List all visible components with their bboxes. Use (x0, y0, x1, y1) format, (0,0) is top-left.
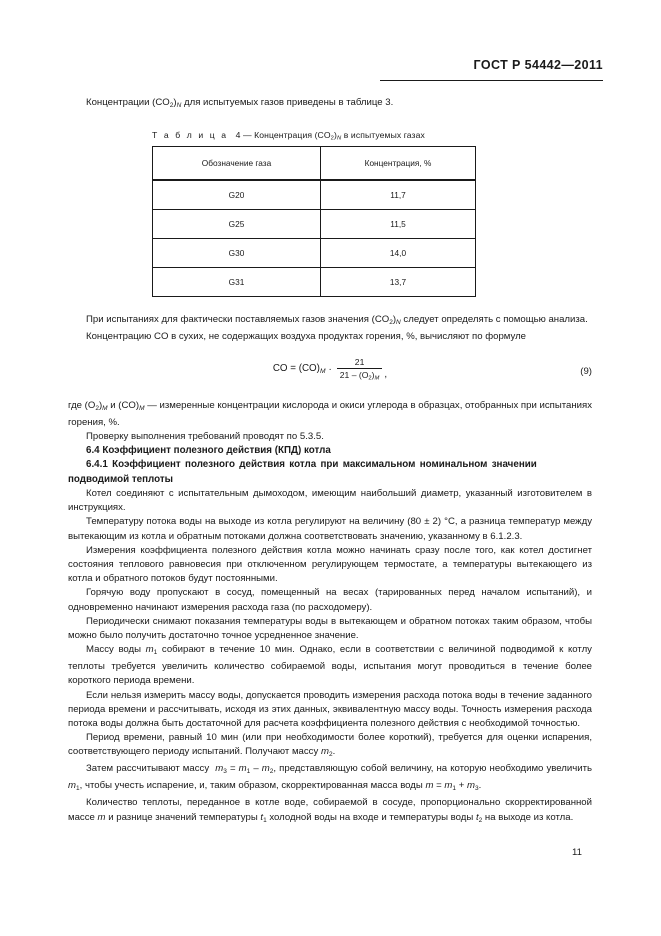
variable-m: m (320, 746, 329, 758)
table-row (153, 267, 476, 296)
page-number: 11 (572, 847, 582, 858)
heading-6-4-1-continuation: подводимой теплоты (68, 473, 173, 485)
formula-lhs: CO = $(CO)_M$ (272, 363, 326, 376)
intro-paragraph: Концентрации $(CO_2)_N$ для испытуемых газов приведены в таблице 3. (86, 97, 394, 109)
paragraph-efficiency-measurements: Измерения коэффициента полезного действия котла можно начинать сразу после того, как котел достигнет состояния теплового равновесия при отключенном регулирующем термостате, а температуры вытекающего из котла и обратного потоков будут постоянными. (68, 544, 592, 585)
formula-comma: , (384, 369, 388, 381)
t1-subscript: 1 (263, 816, 267, 824)
m1-subscript: 1 (76, 785, 80, 793)
standard-number: ГОСТ Р 54442—2011 (473, 58, 603, 72)
o2-subscript: 2 (95, 404, 99, 412)
table-row (153, 209, 476, 238)
table-caption: Т а б л и ц а 4 — Концентрация $(CO_2)_N$ в испытуемых газах (152, 130, 425, 142)
paragraph-mass-m1-rest: собирают в течение 10 мин. Однако, если в соответствии с величиной подводимой к котлу теплоты требуется увеличить количество собираемой воды, испытания могут проводиться в течение более короткого периода времени. (68, 644, 592, 687)
cell-gas-name: G20 (153, 180, 321, 210)
column-header-gas: Обозначение газа (153, 146, 321, 180)
page-body (68, 96, 592, 828)
variable-m: m (97, 811, 106, 823)
cell-gas-concentration: 14,0 (321, 238, 476, 267)
m2-subscript: 2 (328, 751, 333, 759)
paragraph-heat-mid: и разнице значений температуры (108, 811, 258, 823)
paragraph-mass-m3: Затем рассчитывают массу $m_3 = m_1 - m_2$, представляющую собой величину, на которую необходимо увеличить $m_1$, чтобы учесть испарение, и, таким образом, скорректированная масса воды $m = m_1 + m_3$. (68, 763, 592, 793)
paragraph-evaporation-period (68, 731, 592, 762)
paragraph-mass-m3-mid: представляющую собой величину, на которую необходимо увеличить (279, 763, 592, 775)
paragraph-evaporation-lead: Период времени, равный 10 мин (или при необходимости более короткий), требуется для оценки испарения, соответствующего периоду испытаний. Получают массу (68, 732, 592, 758)
table-caption-label: Т а б л и ц а (152, 130, 229, 141)
co2-subscript: 2 (169, 101, 174, 109)
paragraph-mass-m3-end: . (478, 780, 482, 792)
paragraph-co-intro: Концентрацию CO в сухих, не содержащих воздуха продуктах горения, %, вычисляют по формуле (86, 330, 527, 342)
heading-6-4-1-line1: 6.4.1 Коэффициент полезного действия котла при максимальном номинальном значении (86, 459, 537, 471)
paragraph-water-temperature: Температуру потока воды на выходе из котла регулируют на величину (80 ± 2) °C, а разница температур между вытекающим из котла и обратным потоками должна соответствовать значению, указанному в 6.1.2.3. (68, 516, 592, 542)
paragraph-mass-m1-lead: Массу воды (86, 644, 142, 656)
fraction-numerator: 21 (354, 356, 365, 367)
paragraph-requirements-check: Проверку выполнения требований проводят по 5.3.5. (86, 431, 324, 443)
gas-concentration-table (152, 146, 476, 297)
m-subscript: M (319, 368, 326, 376)
m3-subscript: 3 (223, 768, 227, 776)
variable-t: t (475, 811, 479, 823)
fraction-denominator: $21 - (O_2)_M$ (339, 369, 380, 382)
cell-gas-concentration: 13,7 (321, 267, 476, 296)
heading-6-4: 6.4 Коэффициент полезного действия (КПД) котла (86, 445, 331, 457)
paragraph-heat-lead: Количество теплоты, переданное в котле воде, собираемой в сосуде, пропорционально скорректированной массе (68, 797, 592, 823)
paragraph-flow-alternative: Если нельзя измерить массу воды, допускается проводить измерения расхода потока воды в течение заданного периода времени и рассчитывать, исходя из этих данных, эквивалентную массу воды. Точность измерения расхода потока воды должна быть достаточной для расчета коэффициента полезного действия с необходимой точностью. (68, 689, 592, 729)
variable-m: m (68, 780, 76, 792)
table-header-row (153, 146, 476, 180)
formula-9-block (68, 357, 592, 387)
variable-m: m (238, 763, 247, 775)
m2-subscript: 2 (269, 768, 274, 776)
heading-6-4-1 (68, 458, 592, 472)
header-rule (380, 80, 603, 81)
paragraph-mass-m3-lead: Затем рассчитывают массу (86, 763, 210, 775)
variable-m: m (444, 780, 453, 792)
m-subscript: M (139, 404, 145, 412)
caption-co2-subscript: 2 (330, 135, 334, 142)
formula-9-expression (68, 357, 592, 382)
paragraph-heat-end: на выходе из котла. (484, 811, 574, 823)
paragraph-heat-quantity (68, 796, 592, 827)
cell-gas-name: G25 (153, 209, 321, 238)
column-header-concentration: Концентрация, % (321, 146, 476, 180)
m1-subscript: 1 (452, 785, 457, 793)
paragraph-evaporation-end: . (332, 746, 336, 758)
paragraph-actual-gases: При испытаниях для фактически поставляемых газов значения $(CO_2)_N$ следует определять с помощью анализа. (86, 313, 588, 326)
paragraph-periodic-readings: Периодически снимают показания температуры воды в вытекающем и обратном потоках таким образом, чтобы можно было получить достаточно точное усредненное значение. (68, 615, 592, 641)
m1-subscript: 1 (246, 768, 251, 776)
paragraph-mass-m3-rest: , чтобы учесть испарение, и, таким образом, скорректированная масса воды (79, 780, 423, 792)
variable-m: m (215, 763, 224, 775)
formula-fraction (337, 357, 383, 382)
m3-subscript: 3 (474, 785, 479, 793)
variable-m: m (261, 763, 270, 775)
table-row (153, 238, 476, 267)
cell-gas-concentration: 11,7 (321, 180, 476, 210)
table-row (153, 180, 476, 210)
cell-gas-name: G31 (153, 267, 321, 296)
formula-multiply-operator: · (328, 363, 332, 375)
cell-gas-concentration: 11,5 (321, 209, 476, 238)
page-header (474, 58, 603, 72)
m-subscript: M (102, 404, 108, 412)
n-subscript: N (176, 101, 182, 109)
paragraph-mass-m1 (68, 643, 592, 688)
o2-subscript: 2 (368, 375, 372, 382)
paragraph-where-clause: где $(O_2)_M$ и $(CO)_M$ — измеренные концентрации кислорода и окиси углерода в образцах, отобранных при испытаниях горения, %. (68, 399, 592, 428)
co2-subscript: 2 (389, 318, 393, 326)
table-caption-tail: в испытуемых газах (343, 130, 425, 141)
m-subscript: M (374, 375, 380, 382)
caption-n-subscript: N (336, 135, 342, 142)
paragraph-heat-mid2: холодной воды на входе и температуры воды (269, 811, 474, 823)
variable-m: m (466, 780, 475, 792)
formula-number: (9) (580, 365, 592, 377)
n-subscript: N (396, 318, 401, 326)
table-caption-number: 4 (235, 130, 241, 141)
paragraph-hot-water-vessel: Горячую воду пропускают в сосуд, помещенный на весах (тарированных перед началом испытаний), и одновременно начинают измерения расхода газа (по расходомеру). (68, 587, 592, 613)
paragraph-boiler-connection: Котел соединяют с испытательным дымоходом, имеющим наибольший диаметр, указанный изготовителем в инструкциях. (68, 487, 592, 514)
variable-t: t (260, 811, 264, 823)
variable-m: m (425, 780, 434, 792)
table-caption-dash: — (242, 130, 252, 141)
m1-subscript: 1 (153, 648, 158, 656)
variable-m: m (145, 644, 154, 656)
t2-subscript: 2 (478, 816, 483, 824)
cell-gas-name: G30 (153, 238, 321, 267)
